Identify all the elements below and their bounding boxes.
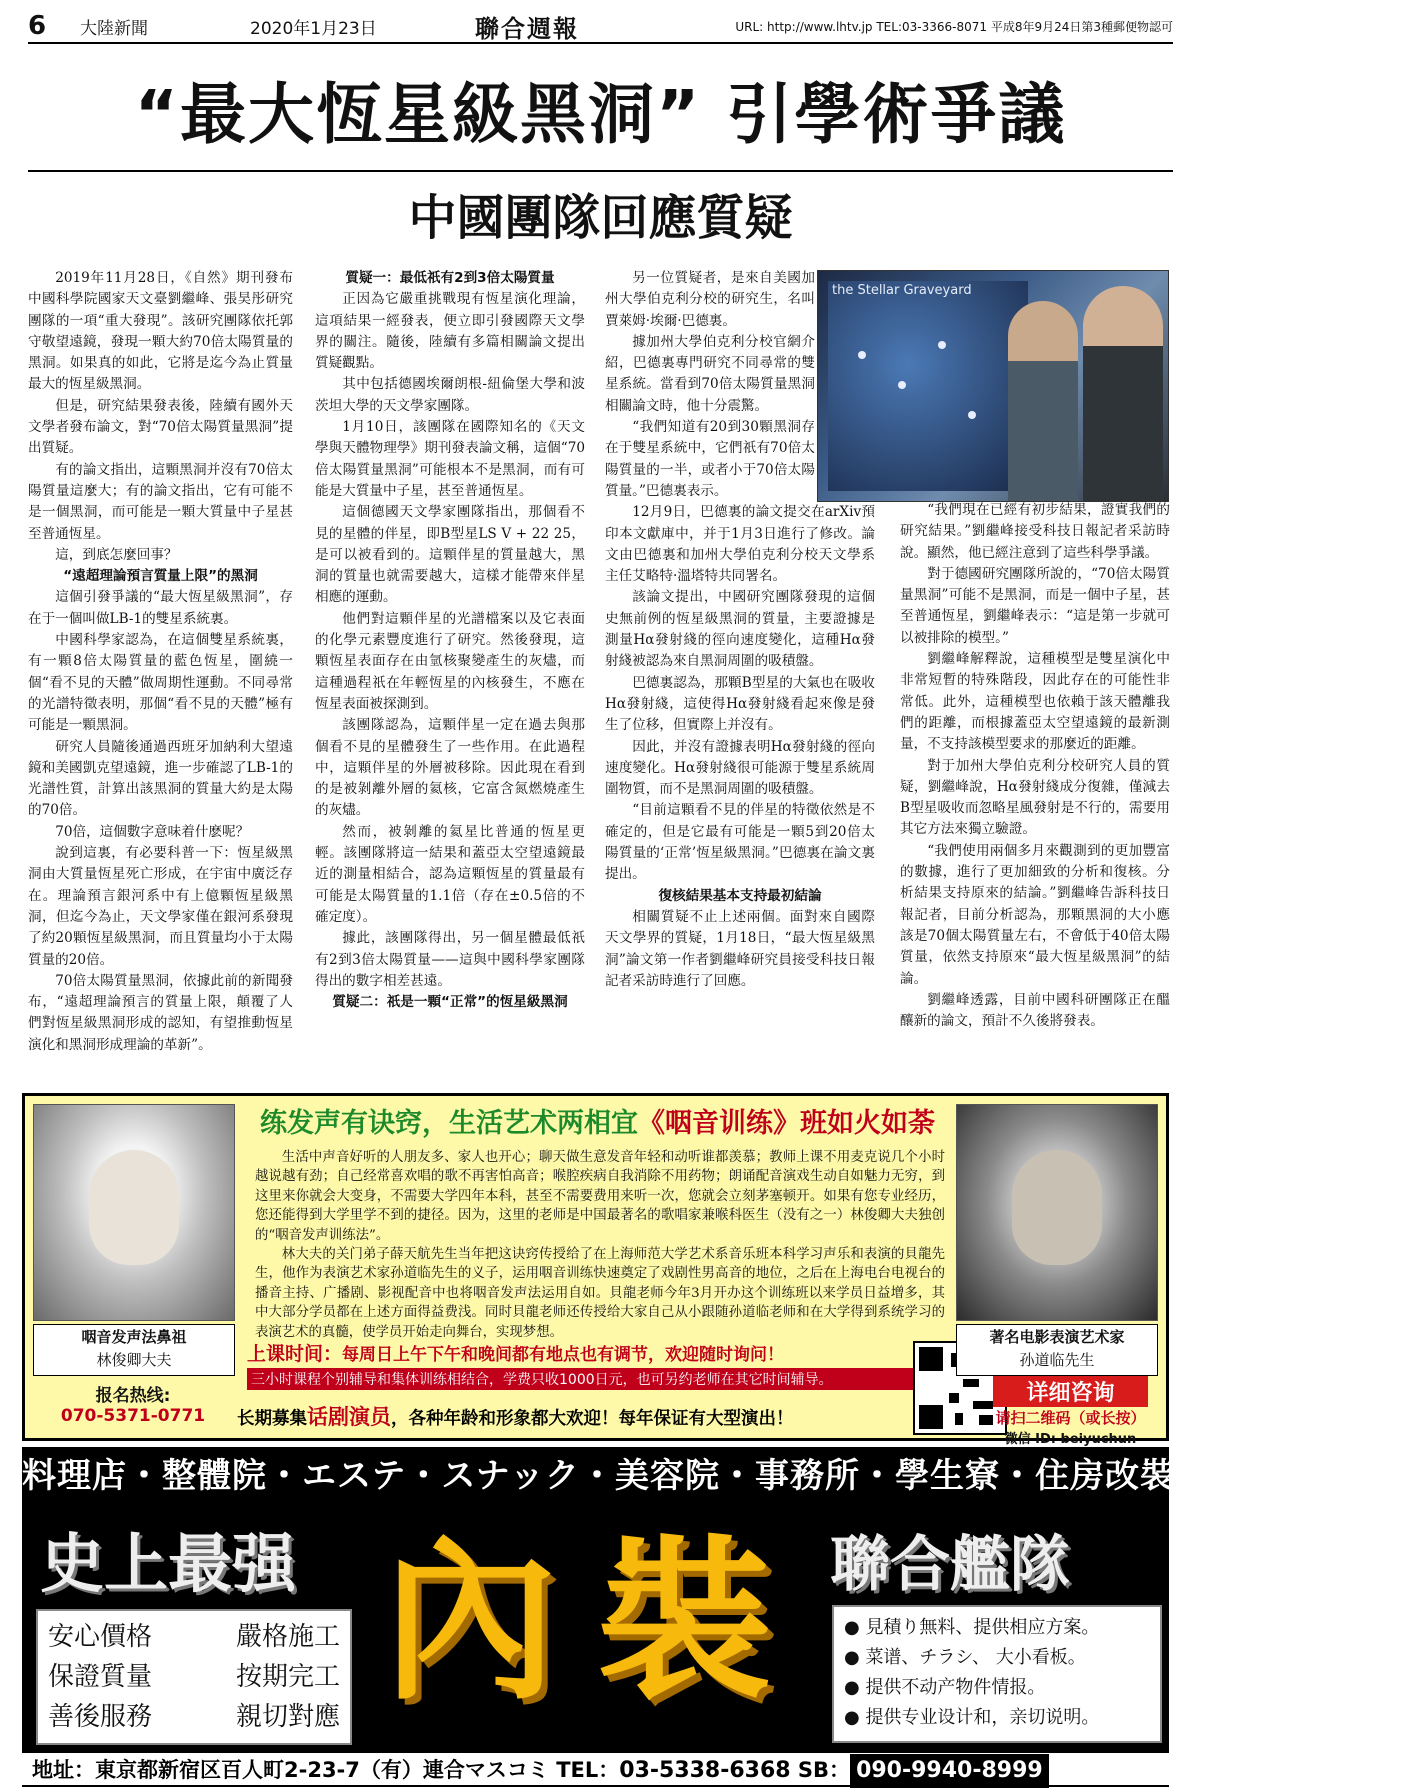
paragraph: 70倍，這個數字意味着什麽呢？ xyxy=(55,823,250,840)
paragraph: 2019年11月28日，《自然》期刊發布中國科學院國家天文臺劉繼峰、張昊彤研究團隊的一項“重大發現”。該研究團隊依托郭守敬望遠鏡，發現一顆大約70倍太陽質量的黑洞。如果真的如此，它將是迄今為止質量最大的恆星級黑洞。 xyxy=(28,270,293,393)
recruit-line xyxy=(237,1401,907,1431)
quality-item: 親切對應 xyxy=(235,1702,340,1732)
screen-dot xyxy=(858,351,866,359)
tel-label: TEL： xyxy=(556,1758,620,1782)
section-heading: 復核結果基本支持最初結論 xyxy=(658,887,822,904)
issue-date: 2020年1月23日 xyxy=(250,18,377,39)
paragraph: “目前這顆看不見的伴星的特徵依然是不確定的，但是它最有可能是一顆5到20倍太陽質量的‘正常’恆星級黑洞。”巴德裏在論文裏提出。 xyxy=(605,802,875,883)
subheadline: 中國團隊回應質疑 xyxy=(408,190,793,246)
paragraph: 相關質疑不止上述兩個。面對來自國際天文學界的質疑，1月18日，“最大恆星級黑洞”論文第一作者劉繼峰研究員接受科技日報記者采訪時進行了回應。 xyxy=(605,908,875,989)
paragraph: 有的論文指出，這顆黑洞并沒有70倍太陽質量這麼大；有的論文指出，它有可能不是一個黑洞，而可能是一顆大質量中子星甚至普通恆星。 xyxy=(28,461,293,542)
address-bar xyxy=(22,1751,1169,1785)
service-item: ● 提供不动产物件情报。 xyxy=(844,1673,1150,1703)
paragraph: 該論文提出，中國研究團隊發現的這個史無前例的恆星級黑洞的質量，主要證據是測量Hα發射綫的徑向速度變化，這種Hα發射綫被認為來自黑洞周圍的吸積盤。 xyxy=(605,589,875,670)
article-column-2 xyxy=(315,268,585,1088)
wechat-id: 微信 ID: beiyuchun xyxy=(1004,1432,1137,1447)
vocal-training-ad xyxy=(22,1093,1169,1447)
paragraph: 據此，該團隊得出，另一個星體最低祇有2到3倍太陽質量——這與中國科學家團隊得出的數字相差甚遠。 xyxy=(315,930,585,989)
paragraph: 研究人員隨後通過西班牙加納利大望遠鏡和美國凱克望遠鏡，進一步確認了LB-1的光譜性質，計算出該黑洞的質量大約是太陽的70倍。 xyxy=(28,738,293,819)
paragraph: 然而，被剝離的氦星比普通的恆星更輕。該團隊將這一結果和蓋亞太空望遠鏡最近的測量相結合，認為這顆恆星的質量最有可能是太陽質量的1.1倍（存在±0.5倍的不確定度）。 xyxy=(315,823,585,925)
page-number: 6 xyxy=(28,11,47,41)
quality-row xyxy=(48,1697,340,1737)
service-item: ● 菜谱、チラシ、 大小看板。 xyxy=(844,1643,1150,1673)
column-3-top xyxy=(605,268,815,502)
paragraph: 另一位質疑者，是來自美國加州大學伯克利分校的研究生，名叫賈萊姆·埃爾·巴德裏。 xyxy=(605,270,815,329)
screen-dot xyxy=(968,411,976,419)
paragraph: 林大夫的关门弟子薛天航先生当年把这诀窍传授给了在上海师范大学艺术系音乐班本科学习声乐和表演的貝龍先生，他作为表演艺术家孙道临先生的义子，运用咽音训练快速奠定了戏剧性男高音的地位，之后在上海电台电视台的播音主持、广播剧、影视配音中也将咽音发声法运用自如。貝龍老师今年3月开办这个训练班以来学员日益增多，其中大部分学员都在上述方面得益费浅。同时貝龍老师还传授给大家自己从小跟随孙道临老师和在大学得到系统学习的表演艺术的真髓，使学员开始走向舞台，实现梦想。 xyxy=(255,1247,945,1340)
paragraph: 這個引發爭議的“最大恆星級黑洞”，存在于一個叫做LB-1的雙星系統裏。 xyxy=(28,589,293,627)
paragraph: 正因為它嚴重挑戰現有恆星演化理論，這項結果一經發表，便立即引發國際天文學界的關注。隨後，陸續有多篇相關論文提出質疑觀點。 xyxy=(315,291,585,372)
class-time-text: 每周日上午下午和晚间都有地点也有调节，欢迎随时询问！ xyxy=(342,1345,785,1365)
promo-line: 三小时课程个别辅导和集体训练相结合，学费只收1000日元，也可另约老师在其它时间辅导。 xyxy=(247,1368,915,1390)
person-figure xyxy=(1008,301,1078,501)
portrait-lin xyxy=(33,1104,235,1321)
service-list xyxy=(832,1605,1162,1743)
section-heading: “遠超理論預言質量上限”的黑洞 xyxy=(63,568,258,585)
hotline xyxy=(33,1381,233,1426)
portrait-sun xyxy=(956,1104,1158,1321)
quality-list xyxy=(36,1609,352,1745)
section-heading: 質疑一：最低祇有2到3倍太陽質量 xyxy=(345,270,555,286)
sb-label: SB： xyxy=(797,1758,851,1782)
quality-row xyxy=(48,1657,340,1697)
photo-caption: the Stellar Graveyard xyxy=(832,283,972,298)
service-item: ● 提供专业设计和，亲切说明。 xyxy=(844,1703,1150,1733)
face-shape xyxy=(89,1150,179,1265)
display-screen xyxy=(828,281,1028,491)
paragraph: “我們使用兩個多月來觀測到的更加豐富的數據，進行了更加細致的分析和復核。分析結果支持原來的結論。”劉繼峰告訴科技日報記者，目前分析認為，那顆黑洞的大小應該是70個太陽質量左右，不會低于40倍太陽質量，依然支持原來“最大恆星級黑洞”的結論。 xyxy=(900,842,1170,987)
caption-title: 著名电影表演艺术家 xyxy=(989,1328,1125,1346)
caption-name: 林俊卿大夫 xyxy=(96,1351,172,1369)
paragraph: 生活中声音好听的人朋友多、家人也开心；聊天做生意发音年轻和动听谁都羡慕；教师上课不用麦克说几个小时越说越有劲；自己经常喜欢唱的歌不再害怕高音；喉腔疾病自我消除不用药物；朗诵配音演戏生动自如魅力无穷，到这里来你就会大变身，不需要大学四年本科，甚至不需要费用来听一次，您就会立刻茅塞顿开。如果有您专业经历，您还能得到大学里学不到的捷径。因为，这里的老师是中国最著名的歌唱家兼喉科医生（没有之一）林俊卿大夫独创的“咽音发声训练法”。 xyxy=(255,1150,945,1243)
masthead xyxy=(28,10,1173,44)
portrait-caption-right xyxy=(956,1324,1158,1376)
masthead-info: URL: http://www.lhtv.jp TEL:03-3366-8071 平成8年9月24日第3種郵便物認可 xyxy=(735,19,1173,34)
paragraph: “我們知道有20到30顆黑洞存在于雙星系統中，它們祇有70倍太陽質量的一半，或者小于70倍太陽質量。”巴德裏表示。 xyxy=(605,419,815,499)
paragraph: 他們對這顆伴星的光譜檔案以及它表面的化學元素豐度進行了研究。然後發現，這顆恆星表面存在由氫核聚變產生的灰燼，而這種過程祇在年輕恆星的內核發生，不應在恆星表面被探測到。 xyxy=(315,610,585,712)
caption-title: 咽音发声法鼻祖 xyxy=(81,1328,187,1346)
consult-scan: 请扫二维码（或长按） xyxy=(995,1409,1146,1427)
paragraph: 但是，研究結果發表後，陸續有國外天文學者發布論文，對“70倍太陽質量黑洞”提出質疑。 xyxy=(28,397,293,457)
screen-dot xyxy=(938,341,946,349)
paragraph: 其中包括德國埃爾朗根-紐倫堡大學和波茨坦大學的天文學家團隊。 xyxy=(315,376,585,414)
section-name: 大陸新聞 xyxy=(80,18,148,39)
ad-title xyxy=(245,1104,950,1144)
quality-item: 安心價格 xyxy=(48,1622,153,1652)
paragraph: 對于加州大學伯克利分校研究人員的質疑，劉繼峰說，Hα發射綫成分復雜，僅減去B型星吸收而忽略星風發射是不行的，需要用其它方法來獨立驗證。 xyxy=(900,757,1170,838)
paragraph: 劉繼峰透露，目前中國科研團隊正在醞釀新的論文，預計不久後將發表。 xyxy=(900,991,1170,1030)
article-column-1 xyxy=(28,268,293,1088)
paragraph: 對于德國研究團隊所說的，“70倍太陽質量黑洞”可能不是黑洞，而是一個中子星，甚至普通恆星，劉繼峰表示：“這是第一步就可以被排除的模型。” xyxy=(900,565,1170,646)
ad-title-a: 练发声有诀窍，生活艺术两相宜 xyxy=(260,1108,638,1139)
paragraph: “我們現在已經有初步結果，證實我們的研究結果。”劉繼峰接受科技日報記者采訪時說。顯然，他已經注意到了這些科學爭議。 xyxy=(900,502,1170,561)
paragraph: 說到這裏，有必要科普一下：恆星級黑洞由大質量恆星死亡形成，在宇宙中廣泛存在。理論預言銀河系中有上億顆恆星級黑洞，但迄今為止，天文學家僅在銀河系發現了約20顆恆星級黑洞，而且質量均小于太陽質量的20倍。 xyxy=(28,845,293,968)
tel-number: 03-5338-6368 xyxy=(619,1758,791,1783)
recruit-b: 话剧演员 xyxy=(307,1405,391,1429)
recruit-c: ，各种年龄和形象都大欢迎！每年保证有大型演出！ xyxy=(391,1409,794,1429)
interior-ad xyxy=(22,1447,1420,1787)
paragraph: 該團隊認為，這顆伴星一定在過去與那個看不見的星體發生了一些作用。在此過程中，這顆伴星的外層被移除。因此現在看到的是被剝離外層的氦核，它富含氮燃燒產生的灰燼。 xyxy=(315,717,585,819)
section-heading: 質疑二：祇是一顆“正常”的恆星級黑洞 xyxy=(332,994,568,1011)
quality-item: 嚴格施工 xyxy=(235,1622,340,1652)
ad-body xyxy=(255,1148,945,1342)
quality-row xyxy=(48,1617,340,1657)
news-photo xyxy=(817,270,1169,502)
paragraph: 1月10日，該團隊在國際知名的《天文學與天體物理學》期刊發表論文稱，這個“70倍太陽質量黑洞”可能根本不是黑洞，而有可能是大質量中子星，甚至普通恆星。 xyxy=(315,419,585,499)
face-shape xyxy=(1012,1150,1102,1265)
headline: “最大恆星級黑洞” 引學術爭議 xyxy=(28,60,1173,172)
quality-item: 保證質量 xyxy=(48,1662,153,1692)
person-figure xyxy=(1083,286,1163,501)
slogan-strongest: 史上最强 xyxy=(40,1528,296,1602)
class-time-label: 上课时间： xyxy=(247,1343,343,1365)
paragraph: 劉繼峰解釋說，這種模型是雙星演化中非常短暫的特殊階段，因此存在的可能性非常低。此外，這種模型也依賴于該天體離我們的距離，而根據蓋亞太空望遠鏡的最新測量，不支持該模型要求的那麼近的距離。 xyxy=(900,651,1170,753)
address: 地址：東京都新宿区百人町2-23-7（有）連合マスコミ xyxy=(32,1758,549,1782)
quality-item: 善後服務 xyxy=(48,1702,153,1732)
consult-box xyxy=(983,1376,1158,1447)
caption-name: 孙道临先生 xyxy=(1019,1351,1095,1369)
paragraph: 中國科學家認為，在這個雙星系統裏，有一顆8倍太陽質量的藍色恆星，圍繞一個“看不見的天體”做周期性運動。不同尋常的光譜特徵表明，那個“看不見的天體”極有可能是一顆黑洞。 xyxy=(28,632,293,734)
screen-dot xyxy=(898,381,906,389)
sb-number: 090-9940-8999 xyxy=(850,1754,1049,1788)
recruit-a: 长期募集 xyxy=(237,1409,307,1429)
ad-title-b: 《咽音训练》班如火如荼 xyxy=(638,1108,935,1139)
quality-item: 按期完工 xyxy=(235,1662,340,1692)
interior-business-list: 料理店・整體院・エステ・スナック・美容院・事務所・學生寮・住房改裝等一切內外工事 xyxy=(22,1456,1420,1496)
paper-name: 聯合週報 xyxy=(475,14,579,43)
hotline-label: 报名热线: xyxy=(95,1386,171,1406)
paragraph: 這，到底怎麼回事？ xyxy=(55,546,178,563)
consult-title: 详细咨询 xyxy=(993,1376,1148,1407)
paragraph: 巴德裏認為，那顆B型星的大氣也在吸收Hα發射綫，這使得Hα發射綫看起來像是發生了位移，但實際上并沒有。 xyxy=(605,674,875,734)
paragraph: 因此，并沒有證據表明Hα發射綫的徑向速度變化。Hα發射綫很可能源于雙星系統周圍物質，而不是黑洞周圍的吸積盤。 xyxy=(605,738,875,798)
paragraph: 據加州大學伯克利分校官網介紹，巴德裏專門研究不同尋常的雙星系統。當看到70倍太陽質量黑洞相關論文時，他十分震驚。 xyxy=(605,333,815,414)
hotline-number: 070-5371-0771 xyxy=(60,1406,206,1426)
paragraph: 這個德國天文學家團隊指出，那個看不見的星體的伴星，即B型星LS V + 22 25，是可以被看到的。這顆伴星的質量越大，黑洞的質量也就需要越大，這樣才能帶來伴星相應的運動。 xyxy=(315,504,585,606)
paragraph: 70倍太陽質量黑洞，依據此前的新聞發布，“遠超理論預言的質量上限，顛覆了人們對恆星級黑洞形成的認知，有望推動恆星演化和黑洞形成理論的革新”。 xyxy=(28,972,293,1053)
paragraph: 12月9日，巴德裏的論文提交在arXiv預印本文獻庫中，并于1月3日進行了修改。論文由巴德裏和加州大學伯克利分校天文學系主任艾略特·溫塔特共同署名。 xyxy=(605,504,875,585)
class-time xyxy=(247,1339,947,1366)
service-item: ● 見積り無料、提供相应方案。 xyxy=(844,1613,1150,1643)
article-column-4 xyxy=(900,500,1170,1090)
company-name: 聯合艦隊 xyxy=(830,1530,1070,1600)
interior-logo-text: 內裝 xyxy=(382,1521,812,1724)
portrait-caption-left xyxy=(33,1324,235,1376)
